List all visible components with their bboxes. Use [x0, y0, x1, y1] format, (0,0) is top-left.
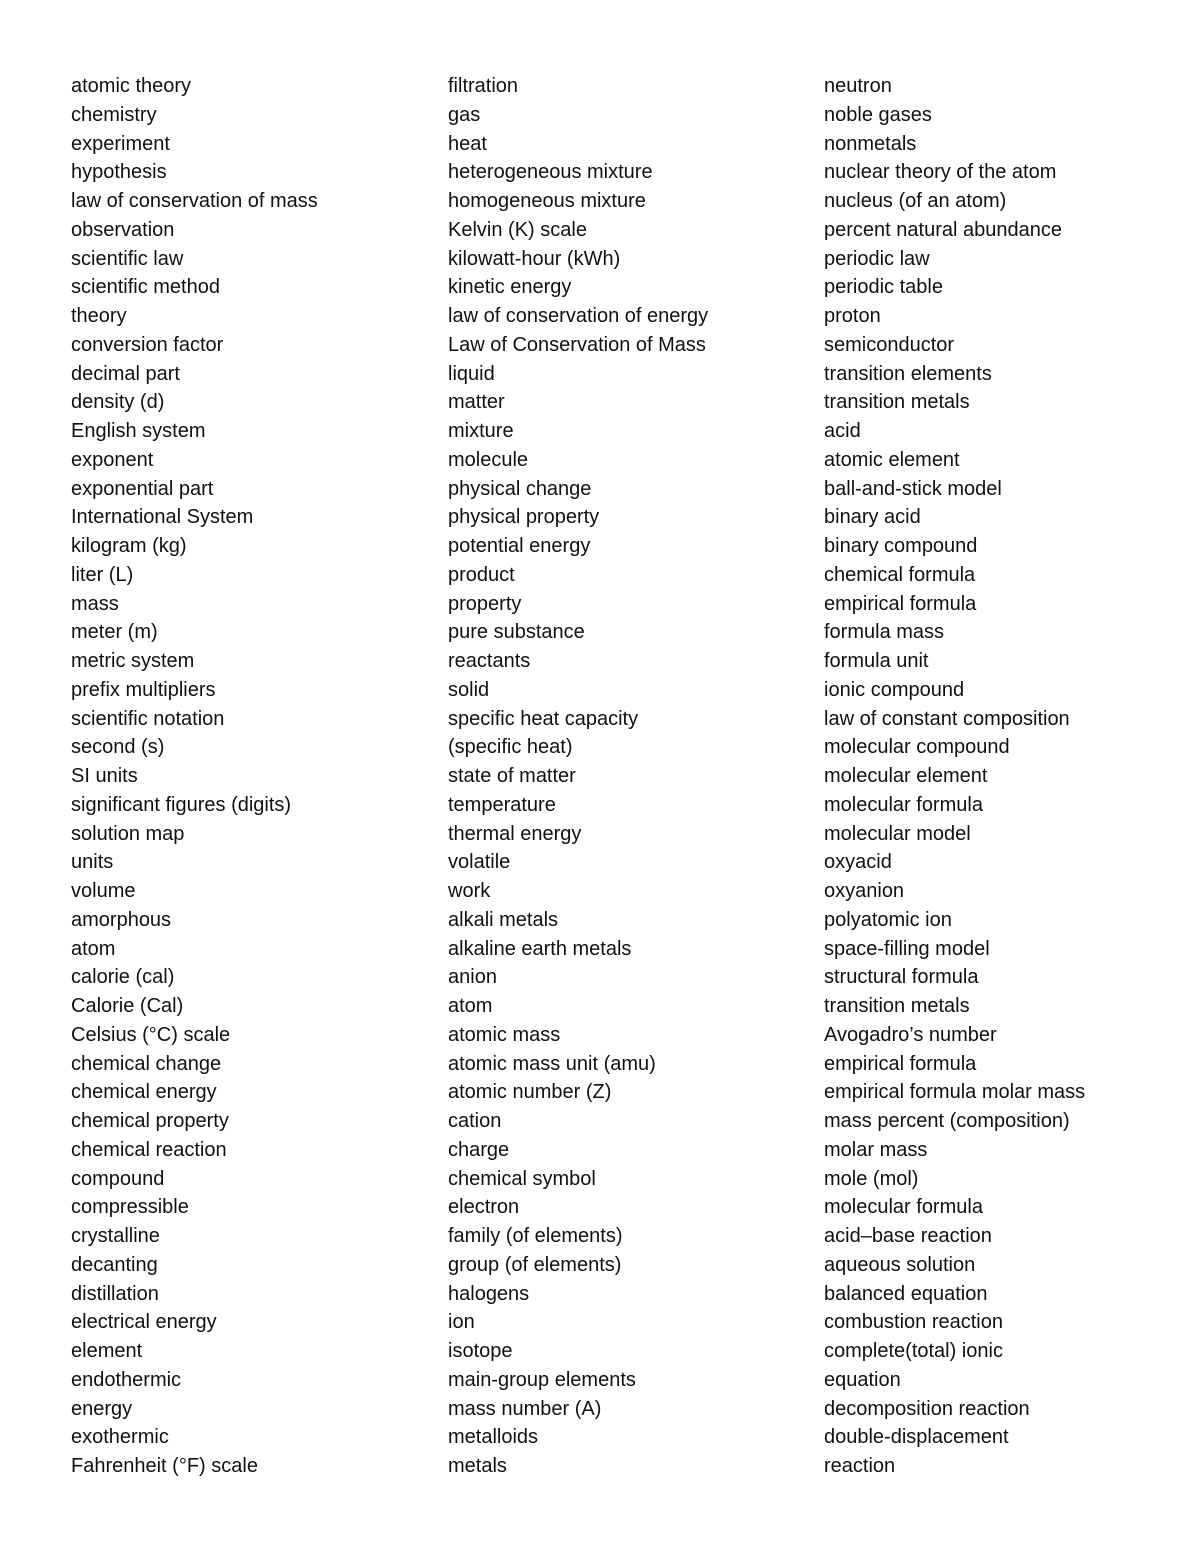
- term-item: aqueous solution: [824, 1253, 976, 1276]
- term-column-2: [448, 72, 808, 1481]
- term-item: transition elements: [824, 362, 992, 385]
- term-item: electron: [448, 1196, 520, 1219]
- term-item: structural formula: [824, 966, 979, 989]
- term-item: law of constant composition: [824, 707, 1070, 730]
- term-item: binary compound: [824, 535, 978, 557]
- term-item: decanting: [71, 1253, 158, 1276]
- term-item: scientific law: [71, 247, 184, 270]
- term-item: atom: [71, 937, 116, 960]
- term-item: hypothesis: [71, 161, 167, 184]
- term-item: balanced equation: [824, 1282, 988, 1305]
- term-item: prefix multipliers: [71, 678, 216, 701]
- term-item: law of conservation of energy: [448, 305, 709, 327]
- term-item: theory: [71, 305, 127, 327]
- term-item: product: [448, 563, 515, 586]
- term-item: calorie (cal): [71, 966, 175, 989]
- term-item: metalloids: [448, 1426, 539, 1449]
- term-item: English system: [71, 420, 206, 442]
- term-item: Celsius (°C) scale: [71, 1023, 231, 1046]
- term-item: heat: [448, 132, 487, 155]
- term-item: endothermic: [71, 1368, 182, 1391]
- term-item: kilogram (kg): [71, 535, 187, 557]
- term-item: percent natural abundance: [824, 218, 1062, 241]
- term-item: halogens: [448, 1282, 530, 1305]
- term-item: mole (mol): [824, 1167, 919, 1190]
- term-item: matter: [448, 391, 505, 414]
- term-item: formula mass: [824, 621, 945, 644]
- term-item: exponential part: [71, 477, 214, 500]
- term-item: metric system: [71, 650, 195, 672]
- term-item: mass percent (composition): [824, 1110, 1070, 1132]
- term-item: experiment: [71, 132, 170, 155]
- term-column-1: [71, 72, 431, 1481]
- term-item: alkaline earth metals: [448, 937, 632, 960]
- term-item: exponent: [71, 448, 154, 471]
- term-item: distillation: [71, 1282, 159, 1305]
- term-item: family (of elements): [448, 1225, 623, 1247]
- term-item: double-displacement: [824, 1426, 1009, 1449]
- term-item: SI units: [71, 765, 138, 787]
- term-item: nucleus (of an atom): [824, 190, 1007, 212]
- term-item: density (d): [71, 391, 165, 414]
- term-item: volatile: [448, 851, 511, 874]
- term-item: second (s): [71, 736, 165, 759]
- term-item: potential energy: [448, 535, 591, 557]
- term-item: group (of elements): [448, 1253, 622, 1276]
- term-item: atomic mass: [448, 1023, 561, 1046]
- term-item: combustion reaction: [824, 1311, 1003, 1334]
- term-item: heterogeneous mixture: [448, 161, 653, 184]
- term-item: polyatomic ion: [824, 908, 952, 931]
- term-item: decimal part: [71, 362, 180, 385]
- term-item: compressible: [71, 1196, 189, 1219]
- term-item: work: [448, 880, 491, 902]
- term-item: reaction: [824, 1455, 896, 1477]
- term-item: gas: [448, 103, 481, 126]
- term-item: atomic element: [824, 448, 960, 471]
- term-item: transition metals: [824, 391, 970, 414]
- term-item: empirical formula molar mass: [824, 1081, 1086, 1104]
- term-item: mass: [71, 592, 119, 615]
- term-item: scientific notation: [71, 707, 225, 730]
- term-item: state of matter: [448, 765, 576, 787]
- term-item: acid: [824, 420, 861, 442]
- term-item: reactants: [448, 650, 531, 672]
- term-item: empirical formula: [824, 1052, 977, 1075]
- term-item: proton: [824, 305, 881, 327]
- term-item: property: [448, 592, 522, 615]
- term-item: volume: [71, 880, 136, 902]
- term-item: chemical symbol: [448, 1167, 596, 1190]
- term-item: periodic law: [824, 247, 930, 270]
- term-item: equation: [824, 1368, 901, 1391]
- term-item: exothermic: [71, 1426, 169, 1449]
- term-item: molecular compound: [824, 736, 1010, 759]
- term-item: molecular formula: [824, 1196, 983, 1219]
- term-item: semiconductor: [824, 333, 955, 356]
- term-item: atom: [448, 995, 493, 1017]
- term-item: element: [71, 1340, 143, 1362]
- term-item: mixture: [448, 420, 514, 442]
- term-item: molar mass: [824, 1138, 928, 1161]
- term-item: nonmetals: [824, 132, 917, 155]
- term-item: molecular model: [824, 822, 971, 845]
- term-item: physical property: [448, 506, 600, 529]
- term-item: chemistry: [71, 103, 157, 126]
- term-item: significant figures (digits): [71, 793, 292, 816]
- term-item: law of conservation of mass: [71, 190, 318, 212]
- term-item: binary acid: [824, 506, 921, 529]
- term-item: temperature: [448, 793, 556, 816]
- term-item: units: [71, 851, 114, 874]
- term-item: specific heat capacity: [448, 707, 639, 730]
- term-item: solution map: [71, 822, 185, 845]
- term-item: crystalline: [71, 1225, 160, 1247]
- term-item: space-filling model: [824, 937, 990, 960]
- term-item: acid–base reaction: [824, 1225, 992, 1247]
- term-item: pure substance: [448, 621, 585, 644]
- term-item: molecular element: [824, 765, 988, 787]
- term-item: ionic compound: [824, 678, 965, 701]
- term-item: Kelvin (K) scale: [448, 218, 587, 241]
- term-item: periodic table: [824, 276, 943, 299]
- term-item: anion: [448, 966, 497, 989]
- term-item: charge: [448, 1138, 510, 1161]
- term-column-3: [824, 72, 1194, 1481]
- term-item: kilowatt-hour (kWh): [448, 247, 621, 270]
- term-item: chemical property: [71, 1110, 229, 1132]
- term-item: complete(total) ionic: [824, 1340, 1003, 1362]
- term-item: (specific heat): [448, 736, 573, 759]
- term-item: Avogadro’s number: [824, 1023, 997, 1046]
- term-item: physical change: [448, 477, 592, 500]
- term-item: ball-and-stick model: [824, 477, 1002, 500]
- term-item: liter (L): [71, 563, 134, 586]
- term-item: chemical energy: [71, 1081, 217, 1104]
- term-item: mass number (A): [448, 1397, 602, 1420]
- term-item: empirical formula: [824, 592, 977, 615]
- term-item: Fahrenheit (°F) scale: [71, 1455, 258, 1477]
- term-item: energy: [71, 1397, 133, 1420]
- term-item: compound: [71, 1167, 165, 1190]
- term-item: Calorie (Cal): [71, 995, 184, 1017]
- term-item: International System: [71, 506, 254, 529]
- term-item: formula unit: [824, 650, 929, 672]
- term-item: oxyacid: [824, 851, 892, 874]
- term-item: kinetic energy: [448, 276, 572, 299]
- term-item: atomic number (Z): [448, 1081, 612, 1104]
- term-item: metals: [448, 1455, 507, 1477]
- term-item: atomic mass unit (amu): [448, 1052, 656, 1075]
- term-item: conversion factor: [71, 333, 224, 356]
- term-item: chemical change: [71, 1052, 222, 1075]
- term-item: observation: [71, 218, 175, 241]
- term-item: nuclear theory of the atom: [824, 161, 1057, 184]
- term-item: cation: [448, 1110, 502, 1132]
- term-item: filtration: [448, 75, 519, 97]
- term-item: neutron: [824, 75, 892, 97]
- term-item: transition metals: [824, 995, 970, 1017]
- term-item: molecular formula: [824, 793, 983, 816]
- term-item: solid: [448, 678, 490, 701]
- term-item: noble gases: [824, 103, 932, 126]
- term-item: main-group elements: [448, 1368, 636, 1391]
- term-item: homogeneous mixture: [448, 190, 646, 212]
- term-item: molecule: [448, 448, 529, 471]
- term-item: liquid: [448, 362, 495, 385]
- term-item: chemical formula: [824, 563, 976, 586]
- term-item: meter (m): [71, 621, 158, 644]
- term-item: alkali metals: [448, 908, 559, 931]
- term-item: amorphous: [71, 908, 172, 931]
- term-item: thermal energy: [448, 822, 582, 845]
- term-item: decomposition reaction: [824, 1397, 1030, 1420]
- term-item: ion: [448, 1311, 475, 1334]
- term-item: atomic theory: [71, 75, 192, 97]
- term-item: oxyanion: [824, 880, 905, 902]
- term-item: chemical reaction: [71, 1138, 227, 1161]
- term-item: Law of Conservation of Mass: [448, 333, 706, 356]
- term-item: isotope: [448, 1340, 513, 1362]
- term-item: electrical energy: [71, 1311, 217, 1334]
- term-item: scientific method: [71, 276, 220, 299]
